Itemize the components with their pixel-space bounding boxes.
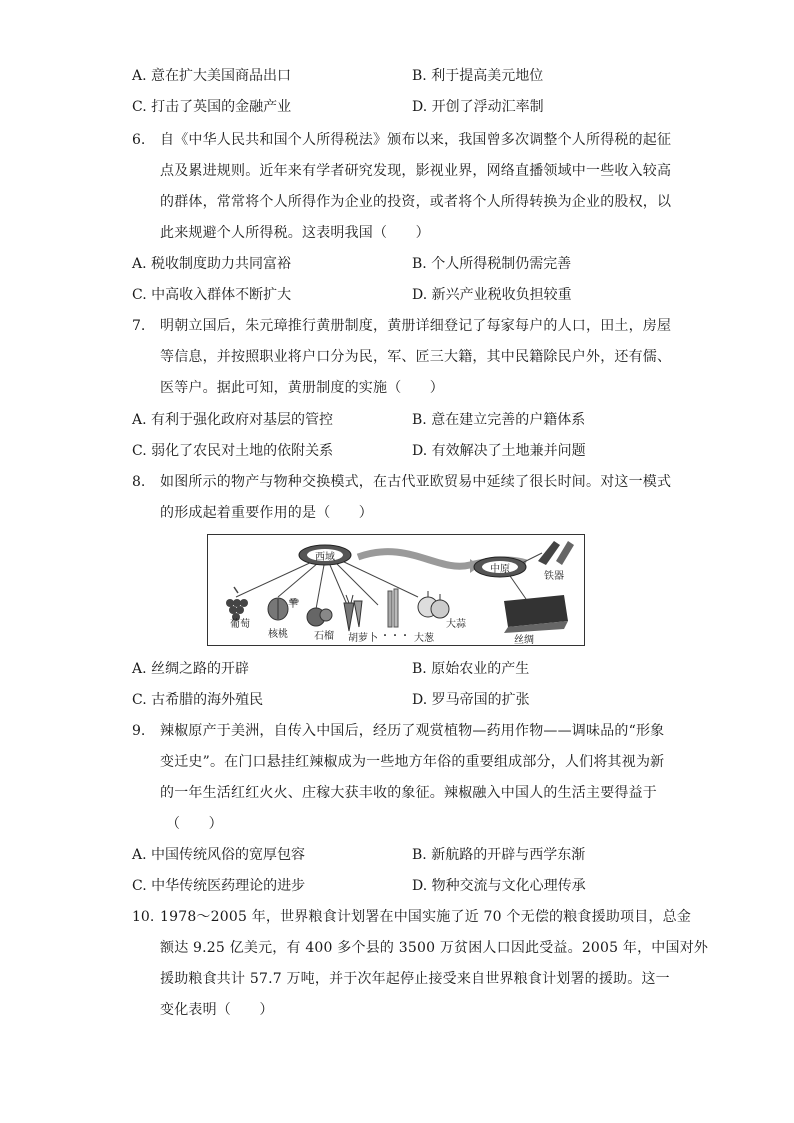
question-text-line: 变迁史”。在门口悬挂红辣椒成为一些地方年俗的重要组成部分，人们将其视为新 (160, 754, 665, 770)
question-text-line: 等信息，并按照职业将户口分为民，军、匠三大籍，其中民籍除民户外，还有儒、 (160, 349, 672, 365)
q5-option-d[interactable]: D. 开创了浮动汇率制 (412, 99, 544, 115)
q5-option-c[interactable]: C. 打击了英国的金融产业 (132, 99, 292, 115)
q7-option-b[interactable]: B. 意在建立完善的户籍体系 (412, 412, 586, 428)
question-text-line: 点及累进规则。近年来有学者研究发现，影视业界，网络直播领域中一些收入较高 (160, 163, 672, 179)
silk-label: 丝绸 (514, 635, 534, 646)
q6-options-row-1 (132, 252, 692, 276)
question-number: 8. (132, 474, 146, 490)
carrot-icon (344, 595, 362, 631)
question-text-line: （ ） (166, 816, 223, 832)
iron-label: 铁器 (544, 571, 564, 582)
question-8 (132, 470, 672, 526)
q7-options-row-1 (132, 408, 692, 432)
q8-option-d[interactable]: D. 罗马帝国的扩张 (412, 692, 530, 708)
question-text-line: 辣椒原产于美洲，自传入中国后，经历了观赏植物—药用作物——调味品的“形象 (160, 723, 665, 739)
q6-option-b[interactable]: B. 个人所得税制仍需完善 (412, 256, 572, 272)
question-number: 9. (132, 723, 146, 739)
q8-option-b[interactable]: B. 原始农业的产生 (412, 661, 530, 677)
question-text-line: 援助粮食共计 57.7 万吨，并于次年起停止接受来自世界粮食计划署的援助。这一 (160, 971, 670, 987)
silk-icon (504, 595, 568, 633)
q7-option-c[interactable]: C. 弱化了农民对土地的依附关系 (132, 443, 334, 459)
q6-option-d[interactable]: D. 新兴产业税收负担较重 (412, 287, 572, 303)
garlic-label: 大蒜 (446, 619, 466, 630)
question-number: 6. (132, 132, 146, 148)
q6-options-row-2 (132, 283, 692, 307)
question-text-line: 的形成起着重要作用的是（ ） (160, 505, 373, 521)
garlic-icon (418, 591, 449, 618)
q7-option-a[interactable]: A. 有利于强化政府对基层的管控 (132, 412, 334, 428)
pomegranate-label: 石榴 (314, 631, 334, 642)
question-text-line: 医等户。据此可知，黄册制度的实施（ ） (160, 380, 444, 396)
q8-option-a[interactable]: A. 丝绸之路的开辟 (132, 661, 250, 677)
central-label: 中原 (490, 564, 510, 575)
question-text-line: 的一年生活红红火火、庄稼大获丰收的象征。辣椒融入中国人的生活主要得益于 (160, 785, 657, 801)
question-text-line: 此来规避个人所得税。这表明我国（ ） (160, 225, 430, 241)
q6-option-c[interactable]: C. 中高收入群体不断扩大 (132, 287, 292, 303)
question-10 (132, 905, 709, 1031)
iron-tools-icon (538, 541, 574, 565)
walnut-label: 核桃 (268, 629, 288, 640)
q8-options-row-1 (132, 657, 692, 681)
exchange-diagram (207, 534, 585, 646)
q5-options-row-2 (132, 95, 692, 119)
question-6 (132, 128, 672, 254)
question-text-line: 明朝立国后，朱元璋推行黄册制度，黄册详细登记了每家每户的人口，田土，房屋 (160, 318, 672, 334)
grape-label: 葡萄 (230, 619, 250, 630)
west-label: 西域 (315, 552, 335, 563)
question-text-line: 变化表明（ ） (160, 1002, 274, 1018)
question-9 (132, 719, 672, 845)
q6-option-a[interactable]: A. 税收制度助力共同富裕 (132, 256, 292, 272)
q9-options-row-1 (132, 843, 692, 867)
walnut-icon (268, 598, 288, 620)
question-text-line: 的群体，常常将个人所得作为企业的投资，或者将个人所得转换为企业的股权，以 (160, 194, 672, 210)
question-number: 10. (132, 909, 155, 925)
q9-option-a[interactable]: A. 中国传统风俗的宽厚包容 (132, 847, 306, 863)
question-text-line: 自《中华人民共和国个人所得税法》颁布以来，我国曾多次调整个人所得税的起征 (160, 132, 672, 148)
question-text-line: 如图所示的物产与物种交换模式，在古代亚欧贸易中延续了很长时间。对这一模式 (160, 474, 672, 490)
q7-options-row-2 (132, 439, 692, 463)
q8-options-row-2 (132, 688, 692, 712)
dots-label: ・・・ (380, 631, 410, 642)
scallion-label: 大葱 (414, 633, 434, 644)
q7-option-d[interactable]: D. 有效解决了土地兼并问题 (412, 443, 586, 459)
question-number: 7. (132, 318, 146, 334)
question-text-line: 额达 9.25 亿美元，有 400 多个县的 3500 万贫困人口因此受益。2005 年，中国对外 (160, 940, 709, 956)
sheep-label: 羊 (288, 599, 298, 610)
pomegranate-icon (307, 608, 332, 626)
q9-options-row-2 (132, 874, 692, 898)
q5-option-b[interactable]: B. 利于提高美元地位 (412, 68, 544, 84)
scallion-icon (388, 589, 398, 627)
carrot-label: 胡萝卜 (348, 633, 378, 644)
q5-options-row-1 (132, 64, 692, 88)
q8-option-c[interactable]: C. 古希腊的海外殖民 (132, 692, 264, 708)
q9-option-b[interactable]: B. 新航路的开辟与西学东渐 (412, 847, 586, 863)
question-text-line: 1978～2005 年，世界粮食计划署在中国实施了近 70 个无偿的粮食援助项目，总金 (160, 909, 692, 925)
question-7 (132, 314, 672, 410)
q9-option-c[interactable]: C. 中华传统医药理论的进步 (132, 878, 306, 894)
q9-option-d[interactable]: D. 物种交流与文化心理传承 (412, 878, 586, 894)
q5-option-a[interactable]: A. 意在扩大美国商品出口 (132, 68, 292, 84)
